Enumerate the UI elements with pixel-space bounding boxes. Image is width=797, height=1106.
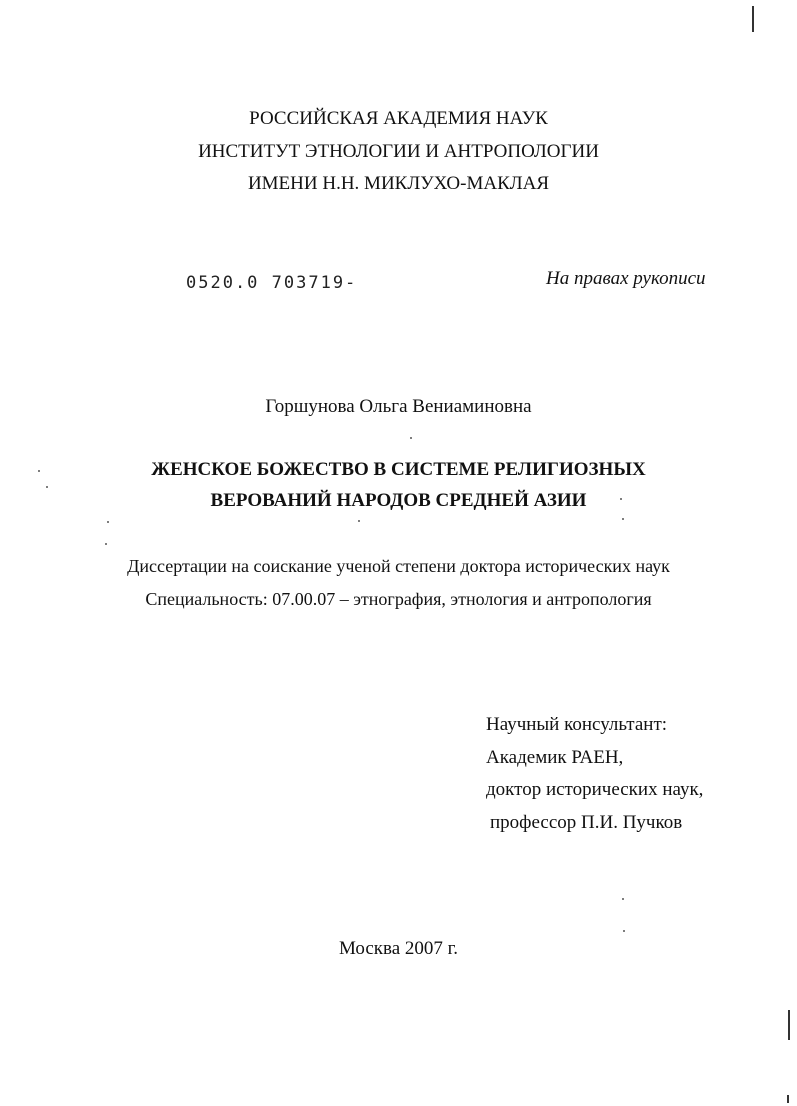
library-stamp-number: 0520.0 703719-: [186, 273, 358, 293]
specialty: Специальность: 07.00.07 – этнография, этнология и антропология: [145, 589, 652, 609]
institute-name: ИНСТИТУТ ЭТНОЛОГИИ И АНТРОПОЛОГИИ: [198, 141, 599, 162]
scan-speck: [622, 518, 624, 520]
degree-statement: Диссертации на соискание ученой степени доктора исторических наук: [127, 556, 670, 576]
consultant-line2: доктор исторических наук,: [486, 779, 704, 800]
dissertation-title-line2: ВЕРОВАНИЙ НАРОДОВ СРЕДНЕЙ АЗИИ: [210, 490, 587, 511]
manuscript-rights: На правах рукописи: [546, 268, 706, 289]
scan-speck: [46, 486, 48, 488]
scan-mark: [788, 1010, 790, 1040]
dissertation-title-line1: ЖЕНСКОЕ БОЖЕСТВО В СИСТЕМЕ РЕЛИГИОЗНЫХ: [151, 459, 646, 480]
scan-mark: [787, 1095, 789, 1103]
scan-speck: [107, 521, 109, 523]
academy-name: РОССИЙСКАЯ АКАДЕМИЯ НАУК: [249, 108, 548, 129]
scan-speck: [105, 543, 107, 545]
author-name: Горшунова Ольга Вениаминовна: [265, 396, 532, 417]
consultant-label: Научный консультант:: [486, 714, 668, 735]
consultant-line1: Академик РАЕН,: [486, 747, 624, 768]
scan-mark: [752, 6, 754, 32]
scan-speck: [410, 437, 412, 439]
scan-speck: [623, 930, 625, 932]
consultant-line3: профессор П.И. Пучков: [490, 812, 683, 833]
scan-speck: [622, 898, 624, 900]
institute-named-after: ИМЕНИ Н.Н. МИКЛУХО-МАКЛАЯ: [247, 173, 550, 194]
scan-speck: [358, 520, 360, 522]
city-year: Москва 2007 г.: [338, 938, 459, 959]
